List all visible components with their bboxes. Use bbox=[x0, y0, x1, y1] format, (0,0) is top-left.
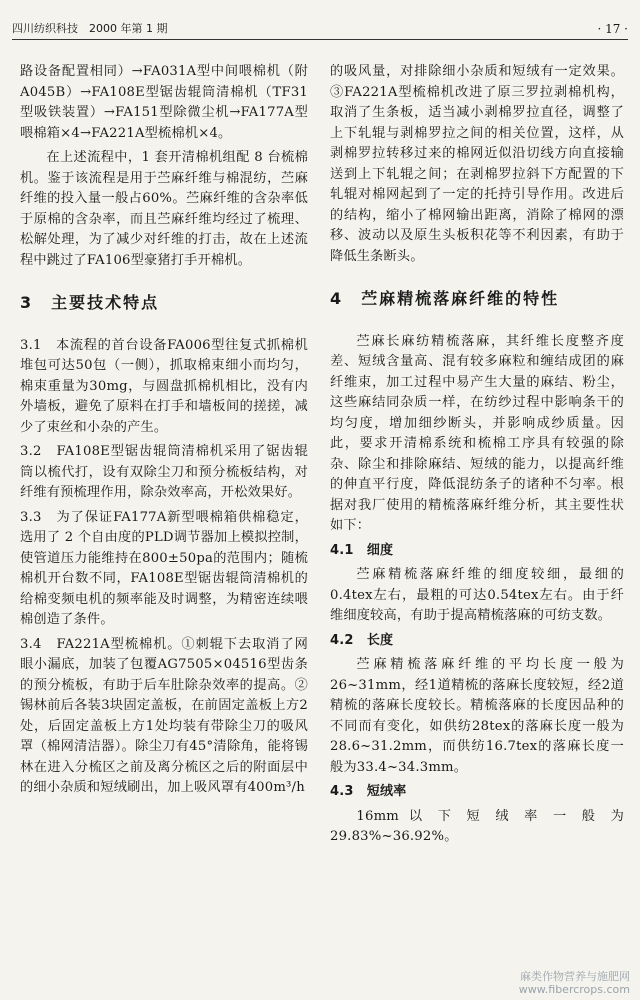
paragraph-flow-end: 路设备配置相同）→FA031A型中间喂棉机（附A045B）→FA108E型锯齿辊筒清棉机（TF31型吸铁装置）→FA151型除微尘机→FA177A型喂棉箱×4→FA221A型梳棉机×4。 bbox=[20, 64, 308, 141]
watermark-title: 麻类作物营养与施肥网 bbox=[520, 970, 630, 983]
paragraph-4-3: 16mm 以 下 短 绒 率 一 般 为 29.83%~36.92%。 bbox=[330, 808, 624, 844]
subsection-4-2-title: 4.2 长度 bbox=[330, 632, 394, 648]
left-column bbox=[20, 62, 308, 803]
section-4-title: 4 苎麻精梳落麻纤维的特性 bbox=[330, 289, 560, 308]
subsection-4-3-title: 4.3 短绒率 bbox=[330, 784, 407, 799]
paragraph-3-3: 3.3 为了保证FA177A新型喂棉箱供棉稳定，选用了 2 个自由度的PLD调节器加上模拟控制，使管道压力能维持在800±50pa的范围内；随梳棉机开台数不同，FA108E型锯齿辊筒清棉机的给棉变频电机的频率能及时调整，为精密连续喂棉创造了条件。 bbox=[20, 509, 308, 627]
journal-name: 四川纺织科技 2000 年第 1 期 bbox=[12, 22, 168, 35]
subsection-4-1-title: 4.1 细度 bbox=[330, 542, 394, 558]
paragraph-3-2: 3.2 FA108E型锯齿辊筒清棉机采用了锯齿辊筒以梳代打，设有双除尘刀和预分梳板结构，对纤维有预梳理作用，除杂效率高，开松效果好。 bbox=[20, 444, 308, 500]
page-number: · 17 · bbox=[597, 22, 628, 36]
page-header bbox=[12, 14, 628, 40]
paragraph-4-intro: 苎麻长麻纺精梳落麻，其纤维长度整齐度差、短绒含量高、混有较多麻粒和缠结成团的麻纤维束，加工过程中易产生大量的麻结、粉尘，这些麻结同杂质一样，在纺纱过程中影响条干的均匀度，增加细纱断头，并影响成纱质量。因此，要求开清棉系统和梳棉工序具有较强的除杂、除尘和排除麻结、短绒的能力，以提高纤维的伸直平行度，降低混纺条子的诸种不匀率。根据对我厂使用的精梳落麻纤维分析，其主要性状如下： bbox=[330, 333, 624, 533]
paragraph-4-2: 苎麻精梳落麻纤维的平均长度一般为26~31mm，经1道精梳的落麻长度较短，经2道精梳的落麻长度较长。精梳落麻的长度因品种的不同而有变化，如供纺28tex的落麻长度一般为28.6~31.2mm，而供纺16.7tex的落麻长度一般为33.4~34.3mm。 bbox=[330, 657, 624, 775]
paragraph-4-1: 苎麻精梳落麻纤维的细度较细，最细的0.4tex左右，最粗的可达0.54tex左右。由于纤维细度较高，有助于提高精梳落麻的可纺支数。 bbox=[330, 567, 624, 623]
section-3-title: 3 主要技术特点 bbox=[20, 293, 160, 312]
paragraph-flow-note: 在上述流程中，1 套开清棉机组配 8 台梳棉机。鉴于该流程是用于苎麻纤维与棉混纺，苎麻纤维的投入量一般占60%。苎麻纤维的含杂率低于原棉的含杂率，而且苎麻纤维均经过了梳理、松解处理，为了减少对纤维的打击，故在上述流程中跳过了FA106型豪猪打手开棉机。 bbox=[20, 150, 308, 268]
paragraph-3-4: 3.4 FA221A型梳棉机。①刺辊下去取消了网眼小漏底，加装了包覆AG7505×04516型齿条的预分梳板，有助于后车肚除杂效率的提高。②锡林前后各装3块固定盖板，在前固定盖板上方2处，后固定盖板上方1处均装有带除尘刀的吸风罩（棉网清洁器）。除尘刀有45°清除角，能将锡林在进入分梳区之前及离分梳区之后的附面层中的细小杂质和短绒刷出，加上吸风罩有400m³/h bbox=[20, 636, 308, 795]
right-column bbox=[330, 62, 624, 852]
paragraph-3-1: 3.1 本流程的首台设备FA006型往复式抓棉机堆包可达50包（一侧），抓取棉束细小而均匀，棉束重量为30mg，与圆盘抓棉机相比，没有内外墙板，避免了原料在打手和墙板间的搓搓，减少了束丝和小杂的产生。 bbox=[20, 337, 308, 435]
watermark bbox=[519, 970, 630, 996]
paragraph-3-4-cont: 的吸风量，对排除细小杂质和短绒有一定效果。③FA221A型梳棉机改进了原三罗拉剥棉机构，取消了生条板，适当减小剥棉罗拉直径，调整了上下轧辊与剥棉罗拉之间的相关位置，这样，从剥棉罗拉转移过来的棉网近似沿切线方向直接输送到上下轧辊之间；在剥棉罗拉斜下方配置的下轧辊对棉网起到了一定的托持引导作用。改进后的结构，缩小了棉网输出距离，消除了棉网的漂移、波动以及原生头板积花等不利因素，有助于降低生条断头。 bbox=[330, 64, 624, 264]
watermark-url: www.fibercrops.com bbox=[518, 983, 630, 996]
